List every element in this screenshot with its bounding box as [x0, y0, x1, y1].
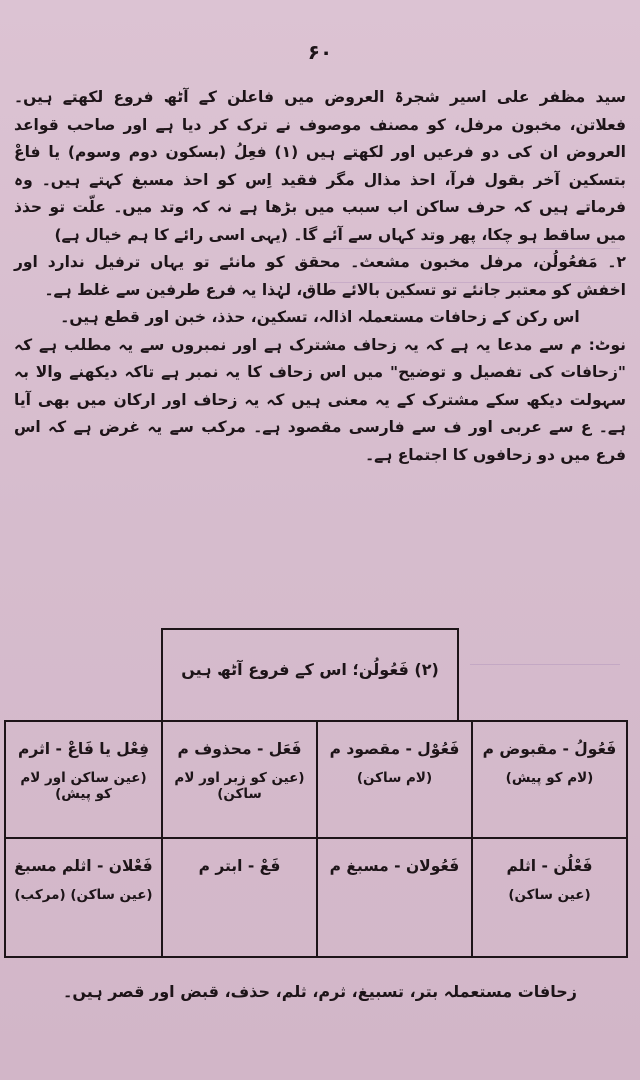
table-cell — [6, 722, 161, 839]
cell-note: (لام ساکن) — [356, 770, 433, 786]
cell-main: فَعُوْل - مقصود م — [329, 740, 460, 758]
cell-main: فَعْلان - اثلم مسبغ — [14, 857, 153, 875]
cell-main: فَعُولُ - مقبوض م — [482, 740, 617, 758]
cell-note: (عین ساکن اور لام کو پیش) — [20, 770, 147, 802]
table-cell — [161, 722, 316, 839]
footer-text: زحافات مستعملہ بتر، تسبیغ، ثرم، ثلم، حذف، قبض اور قصر ہیں۔ — [62, 982, 578, 1001]
cell-main: فَعْلُن - اثلم — [506, 857, 593, 875]
table-cell — [471, 839, 626, 956]
table-cell — [471, 722, 626, 839]
table-cell — [161, 839, 316, 956]
note-paragraph: نوٹ: م سے مدعا یہ ہے کہ یہ زحاف مشترک ہے اور نمبروں سے یہ مطلب ہے کہ "زحافات کی تفصیل و توضیح" میں اس زحاف کا یہ نمبر ہے تاکہ دیکھنے والا بہ سہولت دیکھ سکے مشترک کے یہ معنی ہیں کہ یہ زحاف اور ارکان میں بھی آیا ہے۔ ع سے عربی اور ف سے فارسی مقصود ہے۔ مرکب سے یہ غرض ہے کہ اس فرع میں دو زحافوں کا اجتماع ہے۔ — [14, 335, 626, 464]
cell-note: (عین کو زبر اور لام ساکن) — [174, 770, 305, 802]
page-number: ۶۰ — [307, 40, 333, 64]
cell-note: (لام کو پیش) — [505, 770, 594, 786]
body-text — [14, 84, 626, 469]
table-cell — [6, 839, 161, 956]
cell-main: فِعْل یا فَاعْ - اثرم — [17, 740, 150, 758]
table-header-box — [161, 628, 459, 720]
cell-note: (عین ساکن) — [508, 887, 591, 903]
cell-note: (عین ساکن) (مرکب) — [14, 887, 153, 903]
table-cell — [316, 839, 471, 956]
table-cell — [316, 722, 471, 839]
paragraph: ۲۔ مَفعُولُن، مرفل مخبون مشعث۔ محقق کو مانئے تو یہاں ترفیل ندارد اور اخفش کو معتبر جانئے تو تسکین بالائے طاق، لہٰذا یہ فرع طرفین سے غلط ہے۔ — [14, 253, 626, 299]
cell-main: فَعْ - ابتر م — [198, 857, 281, 875]
cell-main: فَعَل - محذوف م — [177, 740, 302, 758]
paragraph: اس رکن کے زحافات مستعملہ اذالہ، تسکین، حذذ، خبن اور قطع ہیں۔ — [60, 308, 580, 326]
variants-table — [4, 720, 628, 958]
ruled-bleed-line — [470, 664, 620, 665]
table-title: (۲) فَعُولُن؛ اس کے فروع آٹھ ہیں — [181, 660, 439, 679]
paragraph: سید مظفر علی اسیر شجرۃ العروض میں فاعلن کے آٹھ فروع لکھتے ہیں۔ فعلاتن، مخبون مرفل، کو مصنف موصوف نے ترک کر دیا ہے اور صاحب قواعد العروض ان کی دو فرعیں اور لکھتے ہیں (۱) فعِلُ (بسکون دوم وسوم) یا فاعْ بتسکین آخر بقول فرآ، احذ مذال مگر فقید اِس کو احذ مسبغ کہتے ہیں۔ وہ فرماتے ہیں کہ حرف ساکن اب سبب میں بڑھا ہے نہ کہ وتد میں۔ علّت تو حذذ میں ساقط ہو چکا، پھر وتد کہاں سے آئے گا۔ (یہی اسی رائے کا ہم خیال ہے) — [14, 88, 626, 244]
cell-main: فَعُولان - مسبغ م — [329, 857, 460, 875]
